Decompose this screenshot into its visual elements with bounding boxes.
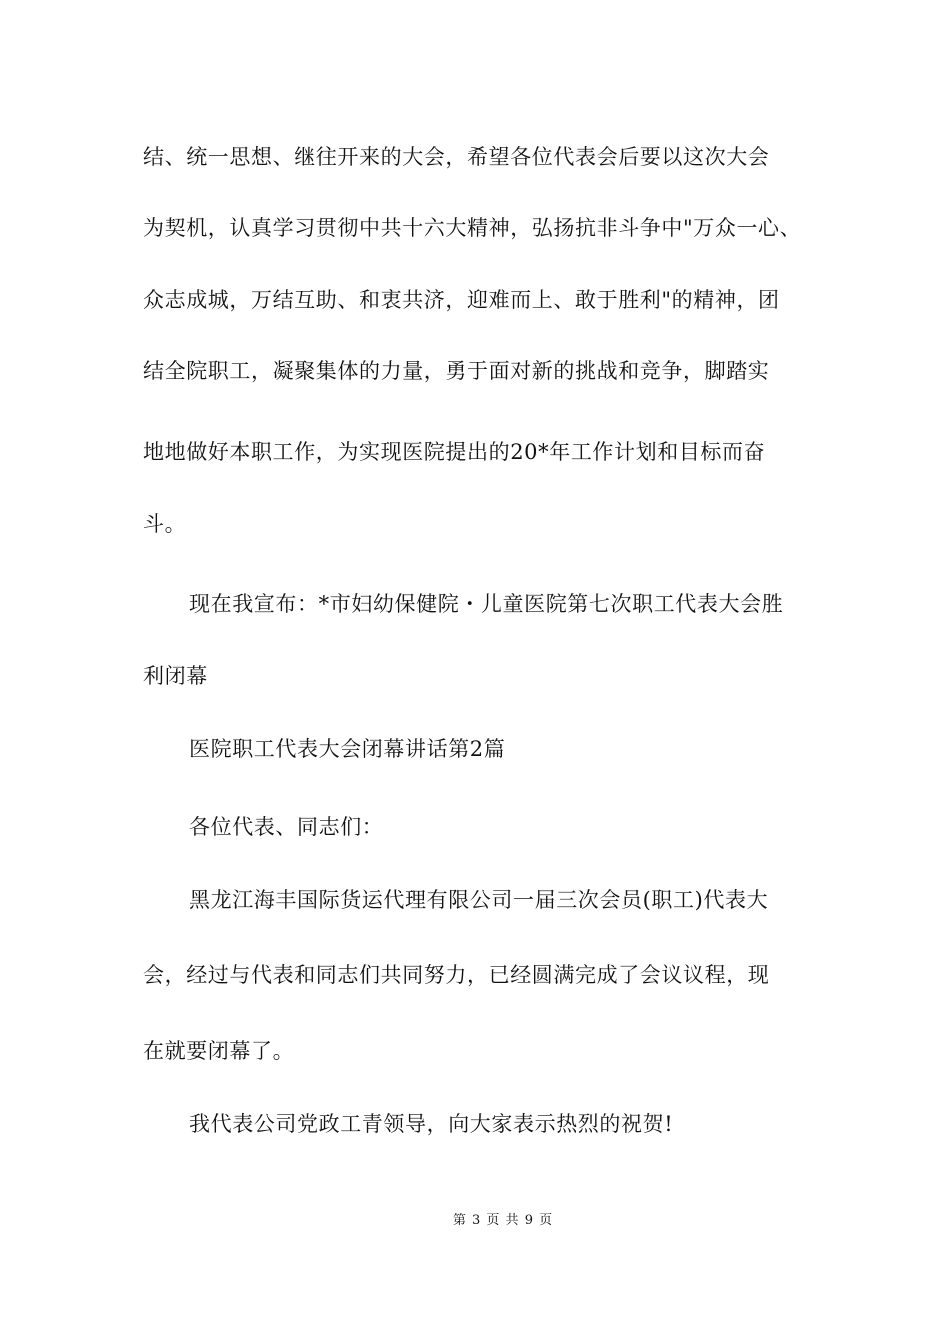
section-heading: 医院职工代表大会闭幕讲话第2篇 [189, 737, 506, 761]
body-line-8: 利闭幕 [143, 664, 208, 688]
body-line-3: 众志成城，万结互助、和衷共济，迎难而上、敢于胜利"的精神，团 [143, 288, 780, 312]
body-line-13: 在就要闭幕了。 [143, 1039, 295, 1063]
body-line-14: 我代表公司党政工青领导，向大家表示热烈的祝贺! [189, 1112, 674, 1136]
salutation: 各位代表、同志们： [189, 815, 384, 839]
body-line-12: 会，经过与代表和同志们共同努力，已经圆满完成了会议议程，现 [143, 963, 770, 987]
body-line-4: 结全院职工，凝聚集体的力量，勇于面对新的挑战和竞争，脚踏实 [143, 359, 770, 383]
body-line-1: 结、统一思想、继往开来的大会，希望各位代表会后要以这次大会 [143, 145, 770, 169]
body-line-6: 斗。 [143, 512, 187, 536]
page-number-footer: 第 3 页 共 9 页 [452, 1213, 554, 1228]
body-line-2: 为契机，认真学习贯彻中共十六大精神，弘扬抗非斗争中"万众一心、 [143, 216, 802, 240]
body-line-5: 地地做好本职工作，为实现医院提出的20*年工作计划和目标而奋 [143, 440, 766, 464]
body-line-11: 黑龙江海丰国际货运代理有限公司一届三次会员(职工)代表大 [189, 888, 769, 912]
body-line-7: 现在我宣布：*市妇幼保健院・儿童医院第七次职工代表大会胜 [189, 592, 784, 616]
